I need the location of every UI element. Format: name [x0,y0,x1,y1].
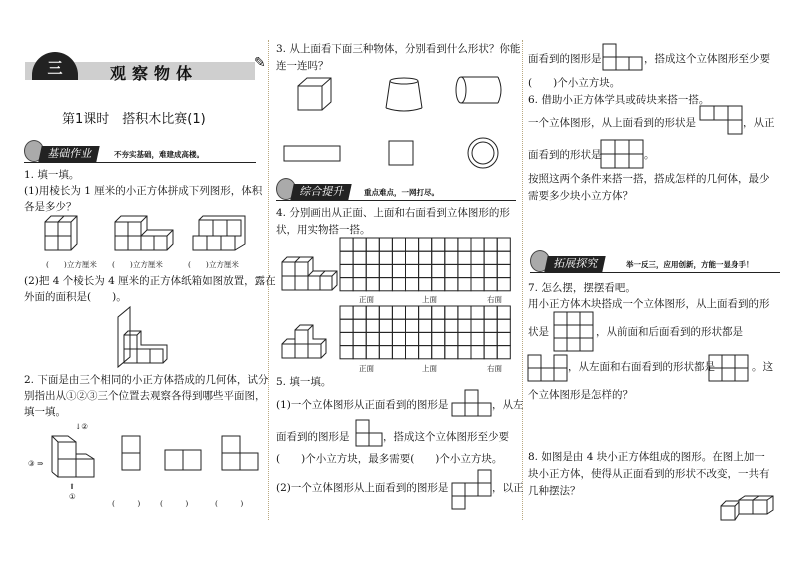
view-label: 上面 [422,364,437,373]
view-label: 正面 [359,364,374,373]
top-view-3x3-shape [554,312,594,352]
view-label: 右面 [487,364,502,373]
q3-text: 3. 从上面看下面三种物体，分别看到什么形状？你能 [276,43,521,55]
grid-cell[interactable] [366,278,379,291]
grid-cell[interactable] [432,332,445,345]
grid-cell[interactable] [340,306,353,319]
q1-text: (1)用棱长为 1 厘米的小正方体拼成下列图形，体积 [24,185,263,197]
grid-cell[interactable] [432,306,445,319]
grid-cell[interactable] [458,346,471,359]
view-answer-blank[interactable]: ( ) [160,499,189,508]
q7-text: 个立体图形是怎样的？ [528,389,633,401]
grid-cell[interactable] [366,238,379,251]
q7-text: 状是 [528,326,549,338]
grid-cell[interactable] [379,264,392,277]
grid-cell[interactable] [340,319,353,332]
q8-text: 几种摆法？ [528,485,581,497]
grid-cell[interactable] [432,319,445,332]
column-divider [522,40,523,520]
grid-cell[interactable] [471,278,484,291]
grid-cell[interactable] [392,264,405,277]
q3-text: 连一连吗？ [276,60,329,72]
section-title: 基础作业 [38,146,99,162]
q8-text: 8. 如图是由 4 块小正方体组成的图形。在图上加一 [528,451,765,463]
grid-cell[interactable] [406,319,419,332]
grid-cell[interactable] [497,264,510,277]
grid-cell[interactable] [353,319,366,332]
grid-cell[interactable] [445,346,458,359]
grid-cell[interactable] [340,238,353,251]
grid-cell[interactable] [445,251,458,264]
grid-cell[interactable] [432,264,445,277]
section-banner-basic [24,146,256,162]
view-label: 正面 [359,295,374,304]
q6-title: 6. 借助小正方体学具或砖块来搭一搭。 [528,94,710,106]
grid-cell[interactable] [497,278,510,291]
grid-cell[interactable] [392,238,405,251]
grid-cell[interactable] [497,238,510,251]
grid-cell[interactable] [406,278,419,291]
q7-text: 用小正方体木块搭成一个立体图形，从上面看到的形 [528,298,770,310]
front-view-shape [528,355,568,381]
q1-title: 1. 填一填。 [24,169,80,181]
grid-cell[interactable] [471,319,484,332]
grid-cell[interactable] [353,332,366,345]
grid-cell[interactable] [419,306,432,319]
q8-text: 块小正方体，使得从正面看到的形状不改变，一共有 [528,468,770,480]
view-mark-3: ③ ⇒ [28,459,44,468]
grid-cell[interactable] [458,264,471,277]
grid-cell[interactable] [432,251,445,264]
section-motto: 重点难点，一网打尽。 [364,188,439,197]
volume-blank[interactable]: ( )立方厘米 [112,260,163,269]
section-motto: 举一反三，应用创新，方能一显身手！ [626,260,754,269]
view-label: 右面 [487,295,502,304]
q4-solid-figures [282,254,338,364]
grid-cell[interactable] [419,264,432,277]
q1-text: 各是多少？ [24,201,77,213]
drawing-grid-1[interactable] [340,238,511,291]
lesson-title: 第1课时 搭积木比赛(1) [62,112,206,127]
q6-text: ，从正 [743,117,775,129]
grid-cell[interactable] [392,346,405,359]
grid-cell[interactable] [419,251,432,264]
grid-cell[interactable] [379,238,392,251]
grid-cell[interactable] [340,278,353,291]
q2-text: 别指出从①②③三个位置去观察各得到哪些平面图， [24,390,266,402]
section-banner-improve [276,184,516,200]
unit-title: 观察物体 [110,64,199,83]
view-mark-1: ① [69,492,76,501]
grid-cell[interactable] [419,319,432,332]
grid-cell[interactable] [353,278,366,291]
front-view-shape [603,44,643,70]
q6-text: 需要多少块小立方体？ [528,190,633,202]
grid-cell[interactable] [445,238,458,251]
front-view-shape [452,390,492,416]
grid-cell[interactable] [379,251,392,264]
grid-cell[interactable] [471,346,484,359]
grid-cell[interactable] [406,306,419,319]
q5-text: ，搭成这个立体图形至少要 [383,431,509,443]
q6-text: 。 [644,149,655,161]
grid-cell[interactable] [445,319,458,332]
q5-text: 面看到的图形是 [528,53,602,65]
q2-text: 填一填。 [24,406,66,418]
grid-cell[interactable] [406,346,419,359]
grid-cell[interactable] [471,264,484,277]
grid-cell[interactable] [458,332,471,345]
three-cube-figure-and-views [52,430,282,480]
grid-cell[interactable] [419,278,432,291]
grid-cell[interactable] [340,332,353,345]
grid-cell[interactable] [484,251,497,264]
volume-blank[interactable]: ( )立方厘米 [46,260,97,269]
grid-cell[interactable] [458,319,471,332]
grid-cell[interactable] [471,238,484,251]
drawing-grid-2[interactable] [340,306,511,360]
grid-cell[interactable] [379,346,392,359]
q7-text: ，从左面和右面看到的形状都是 [568,361,715,373]
grid-cell[interactable] [392,306,405,319]
grid-cell[interactable] [406,264,419,277]
q1-text: (2)把 4 个棱长为 4 厘米的正方体纸箱如图放置，露在 [24,275,276,287]
view-answer-blank[interactable]: ( ) [112,499,141,508]
grid-cell[interactable] [445,278,458,291]
q7-text: ，从前面和后面看到的形状都是 [596,326,743,338]
section-banner-explore [530,256,780,272]
boxes-against-wall-figure [118,305,178,370]
grid-cell[interactable] [379,306,392,319]
grid-cell[interactable] [497,306,510,319]
section-title: 综合提升 [290,184,351,200]
q2-text: 2. 下面是由三个相同的小正方体搭成的几何体，试分 [24,374,269,386]
grid-cell[interactable] [353,264,366,277]
q4-text: 4. 分别画出从正面、上面和右面看到立体图形的形 [276,207,510,219]
grid-cell[interactable] [419,238,432,251]
q1-text: 外面的面积是( )。 [24,291,127,303]
grid-cell[interactable] [484,306,497,319]
q5-text: ( )个小立方块，最多需要( )个小立方块。 [276,453,503,465]
grid-cell[interactable] [379,332,392,345]
grid-cell[interactable] [406,238,419,251]
q6-text: 面看到的形状是 [528,149,602,161]
view-answer-blank[interactable]: ( ) [215,499,244,508]
grid-cell[interactable] [458,306,471,319]
grid-cell[interactable] [392,278,405,291]
grid-cell[interactable] [392,319,405,332]
grid-cell[interactable] [353,306,366,319]
q5-text: ，搭成这个立体图形至少要 [644,53,770,65]
q5-text: ( )个小立方块。 [528,77,621,89]
section-motto: 不夯实基础，难建成高楼。 [114,150,204,159]
grid-cell[interactable] [353,238,366,251]
grid-cell[interactable] [471,251,484,264]
q5-title: 5. 填一填。 [276,376,332,388]
grid-cell[interactable] [458,251,471,264]
q7-text: 。这 [752,361,773,373]
grid-cell[interactable] [445,332,458,345]
left-view-shape [356,420,382,446]
volume-blank[interactable]: ( )立方厘米 [188,260,239,269]
grid-cell[interactable] [379,278,392,291]
grid-cell[interactable] [366,332,379,345]
grid-cell[interactable] [340,251,353,264]
grid-cell[interactable] [419,346,432,359]
grid-cell[interactable] [392,332,405,345]
view-mark-2: ↓② [75,422,89,431]
q5-text: (1)一个立体图形从正面看到的图形是 [276,399,449,411]
q4-text: 状，用实物搭一搭。 [276,224,371,236]
grid-cell[interactable] [497,332,510,345]
grid-cell[interactable] [497,251,510,264]
grid-cell[interactable] [432,346,445,359]
grid-cell[interactable] [432,278,445,291]
grid-cell[interactable] [497,346,510,359]
grid-cell[interactable] [406,332,419,345]
q5-text: ，以正 [492,482,524,494]
four-cube-figure [721,496,776,522]
grid-cell[interactable] [340,264,353,277]
grid-cell[interactable] [366,346,379,359]
grid-cell[interactable] [366,264,379,277]
view-mark-1-arrow: ⇑ [69,482,76,491]
top-view-shape [452,470,492,510]
grid-cell[interactable] [445,264,458,277]
grid-cell[interactable] [366,251,379,264]
q3-objects-and-shapes [298,76,518,171]
top-view-shape [700,106,742,136]
grid-cell[interactable] [366,319,379,332]
side-view-shape [709,355,749,381]
grid-cell[interactable] [458,278,471,291]
pencil-icon: ✎ [254,55,266,71]
grid-cell[interactable] [458,238,471,251]
grid-cell[interactable] [353,251,366,264]
grid-cell[interactable] [484,346,497,359]
unit-badge: 三 [32,52,78,80]
grid-cell[interactable] [379,319,392,332]
grid-cell[interactable] [406,251,419,264]
grid-cell[interactable] [340,346,353,359]
front-view-shape [601,140,643,168]
grid-cell[interactable] [497,319,510,332]
q5-text: (2)一个立体图形从上面看到的图形是 [276,482,449,494]
grid-cell[interactable] [392,251,405,264]
grid-cell[interactable] [353,346,366,359]
grid-cell[interactable] [471,332,484,345]
grid-cell[interactable] [419,332,432,345]
section-title: 拓展探究 [544,256,605,272]
q7-title: 7. 怎么摆，摆摆看吧。 [528,282,636,294]
grid-cell[interactable] [484,238,497,251]
grid-cell[interactable] [445,306,458,319]
grid-cell[interactable] [432,238,445,251]
grid-cell[interactable] [484,332,497,345]
grid-cell[interactable] [471,306,484,319]
grid-cell[interactable] [366,306,379,319]
q5-text: 面看到的图形是 [276,431,350,443]
view-label: 上面 [422,295,437,304]
q6-text: 一个立体图形，从上面看到的形状是 [528,117,696,129]
grid-cell[interactable] [484,319,497,332]
grid-cell[interactable] [484,264,497,277]
q6-text: 按照这两个条件来搭一搭，搭成怎样的几何体，最少 [528,173,770,185]
q5-text: ，从左 [492,399,524,411]
grid-cell[interactable] [484,278,497,291]
cube-figures-q1 [45,214,260,254]
